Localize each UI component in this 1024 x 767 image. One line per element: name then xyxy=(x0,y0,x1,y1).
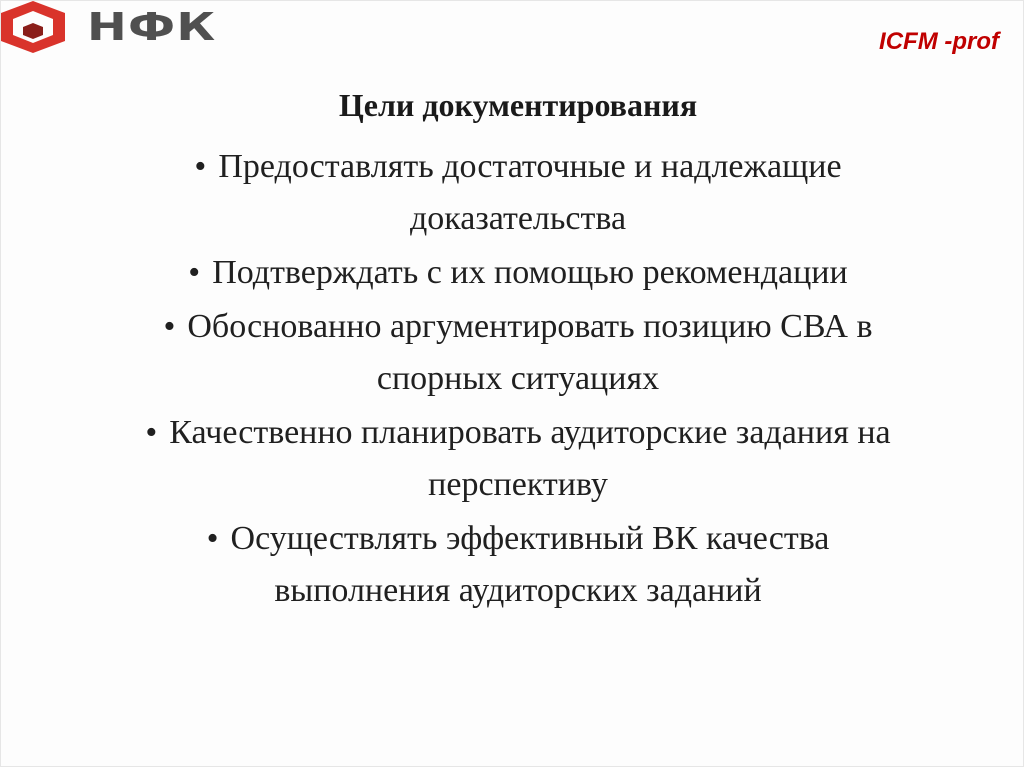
bullet-text-line1: Предоставлять достаточные и надлежащие xyxy=(218,148,842,185)
bullet-list xyxy=(1,141,1024,619)
logo xyxy=(1,1,217,53)
brand-tag: ICFM -prof xyxy=(879,28,999,55)
bullet-text-line1: Подтверждать с их помощью рекомендации xyxy=(212,254,848,291)
bullet-text-line2: перспективу xyxy=(428,466,608,503)
bullet-text-line2: спорных ситуациях xyxy=(376,360,660,397)
logo-mark-icon xyxy=(1,1,65,53)
bullet-item xyxy=(1,141,1024,245)
slide-heading: Цели документирования xyxy=(338,87,698,123)
bullet-item xyxy=(1,407,1024,511)
bullet-dot-icon: • xyxy=(194,148,207,185)
bullet-item xyxy=(1,301,1024,405)
bullet-item xyxy=(1,513,1024,617)
bullet-dot-icon: • xyxy=(206,520,219,557)
bullet-text-line1: Качественно планировать аудиторские задания на xyxy=(169,414,891,451)
bullet-text-line1: Осуществлять эффективный ВК качества xyxy=(230,520,830,557)
logo-text: НФК xyxy=(87,5,217,49)
bullet-dot-icon: • xyxy=(163,308,176,345)
bullet-item xyxy=(1,247,1024,299)
bullet-dot-icon: • xyxy=(145,414,158,451)
bullet-dot-icon: • xyxy=(188,254,201,291)
bullet-text-line2: доказательства xyxy=(409,200,627,237)
bullet-text-line1: Обоснованно аргументировать позицию СВА в xyxy=(187,308,873,345)
bullet-text-line2: выполнения аудиторских заданий xyxy=(274,572,762,609)
